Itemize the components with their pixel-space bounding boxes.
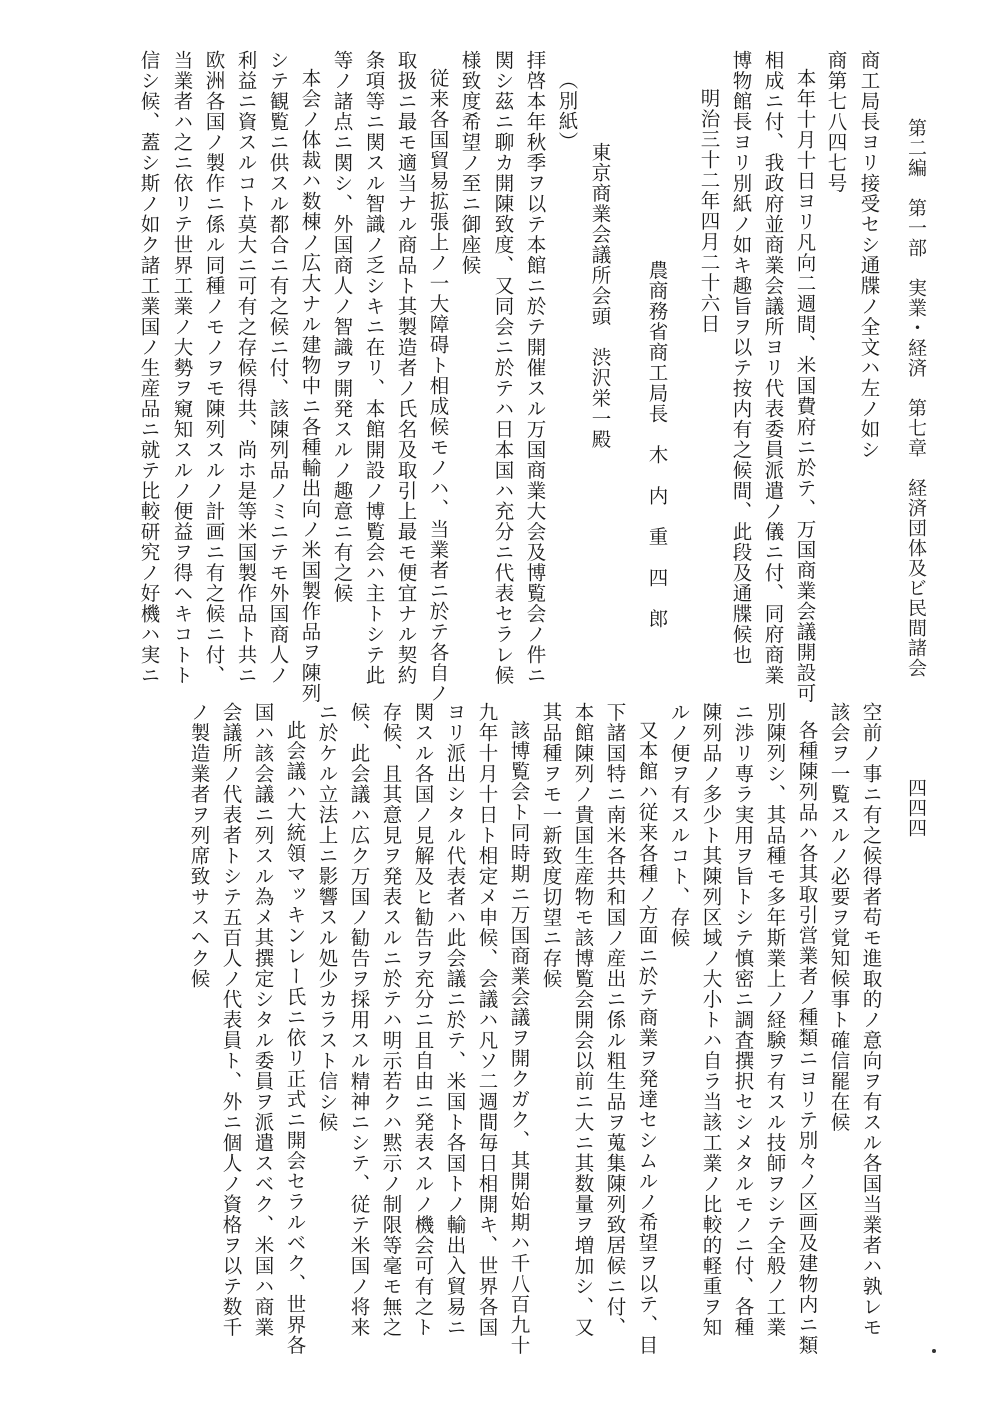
text-line: 空前ノ事ニ有之候得者苟モ進取的ノ意向ヲ有スル各国当業者ハ孰レモ <box>859 702 883 1338</box>
text-line: 博物館長ヨリ別紙ノ如キ趣旨ヲ以テ按内有之候間、此段及通牒候也 <box>729 50 753 665</box>
text-line: 農商務省商工局長 木 内 重 四 郎 <box>645 260 669 629</box>
text-line: 相成ニ付、我政府並商業会議所ヨリ代表委員派遣ノ儀ニ付、同府商業 <box>761 50 785 686</box>
text-line: 当業者ハ之ニ依リテ世界工業ノ大勢ヲ窺知スルノ便益ヲ得ヘキコトト <box>170 50 194 686</box>
running-header: 第二編 第一部 実業・経済 第七章 経済団体及ビ民間諸会 <box>905 118 927 678</box>
text-line: ニ渉リ専ラ実用ヲ旨トシテ慎密ニ調査撰択セシメタルモノニ付、各種 <box>731 702 755 1338</box>
text-line: 国ハ該会議ニ列スル為メ其撰定シタル委員ヲ派遣スベク、米国ハ商業 <box>251 702 275 1338</box>
text-line: 会議所ノ代表者トシテ五百人ノ代表員ト、外ニ個人ノ資格ヲ以テ数千 <box>219 702 243 1338</box>
text-line: 関シ茲ニ聊カ開陳致度、又同会ニ於テハ日本国ハ充分ニ代表セラレ候 <box>491 50 515 686</box>
text-line: 其品種ヲモ一新致度切望ニ存候 <box>539 702 563 989</box>
text-line: 利益ニ資スルコト莫大ニ可有之存候得共、尚ホ是等米国製作品ト共ニ <box>234 50 258 686</box>
text-line: 従来各国貿易拡張上ノ一大障碍ト相成候モノハ、当業者ニ於テ各自ノ <box>426 68 450 704</box>
text-line: 該博覧会ト同時期ニ万国商業会議ヲ開クガク、其開始期ハ千八百九十 <box>507 720 531 1356</box>
text-line: ルノ便ヲ有スルコト、存候 <box>667 702 691 948</box>
text-line: ヨリ派出シタル代表者ハ此会議ニ於テ、米国ト各国トノ輸出入貿易ニ <box>443 702 467 1338</box>
text-line: シテ観覧ニ供スル都合ニ有之候ニ付、該陳列品ノミニテモ外国商人ノ <box>266 50 290 686</box>
text-line: 本会ノ体裁ハ数棟ノ広大ナル建物中ニ各種輸出向ノ米国製作品ヲ陳列 <box>298 68 322 704</box>
text-line: 九年十月十日ト相定メ申候、会議ハ凡ソ二週間毎日相開キ、世界各国 <box>475 702 499 1338</box>
text-line: 東京商業会議所会頭 渋沢栄一殿 <box>588 142 612 450</box>
stray-mark <box>932 1349 936 1353</box>
text-line: 欧洲各国ノ製作ニ係ル同種ノモノヲモ陳列スルノ計画ニ有之候ニ付、 <box>202 50 226 686</box>
text-line: 明治三十二年四月二十六日 <box>697 88 721 334</box>
text-line: 存候、且其意見ヲ発表スルニ於テハ明示若クハ黙示ノ制限等毫モ無之 <box>379 702 403 1338</box>
text-line: 条項等ニ関スル智識ノ乏シキニ在リ、本館開設ノ博覧会ハ主トシテ此 <box>362 50 386 686</box>
text-line: 商工局長ヨリ接受セシ通牒ノ全文ハ左ノ如シ <box>857 50 881 460</box>
text-line: 各種陳列品ハ各其取引営業者ノ種類ニヨリテ別々ノ区画及建物内ニ類 <box>795 720 819 1356</box>
text-line: 又本館ハ従来各種ノ方面ニ於テ商業ヲ発達セシムルノ希望ヲ以テ、目 <box>635 720 659 1356</box>
text-line: 下諸国特ニ南米各共和国ノ産出ニ係ル粗生品ヲ蒐集陳列致居候ニ付、 <box>603 702 627 1338</box>
text-line: 陳列品ノ多少ト其陳列区域ノ大小トハ自ラ当該工業ノ比較的軽重ヲ知 <box>699 702 723 1338</box>
text-line: 様致度希望ノ至ニ御座候 <box>458 50 482 276</box>
text-line: ノ製造業者ヲ列席致サスヘク候 <box>187 702 211 989</box>
text-line: 該会ヲ一覧スルノ必要ヲ覚知候事ト確信罷在候 <box>827 702 851 1133</box>
text-line: ニ於ケル立法上ニ影響スル処少カラスト信シ候 <box>315 702 339 1133</box>
page-number: 四四四 <box>905 778 927 838</box>
text-line: 候、此会議ハ広ク万国ノ勧告ヲ採用スル精神ニシテ、従テ米国ノ将来 <box>347 702 371 1338</box>
text-line: 拝啓本年秋季ヲ以テ本館ニ於テ開催スル万国商業大会及博覧会ノ件ニ <box>523 50 547 686</box>
text-line: 等ノ諸点ニ関シ、外国商人ノ智識ヲ開発スルノ趣意ニ有之候 <box>330 50 354 604</box>
text-line: 本年十月十日ヨリ凡向二週間、米国費府ニ於テ、万国商業会議開設可 <box>793 68 817 704</box>
text-line: 関スル各国ノ見解及ヒ勧告ヲ充分ニ且自由ニ発表スルノ機会可有之ト <box>411 702 435 1338</box>
text-line: （別紙） <box>555 70 579 152</box>
text-line: 商第七八四七号 <box>824 50 848 194</box>
text-line: 此会議ハ大統領マッキンレー氏ニ依リ正式ニ開会セラルベク、世界各 <box>283 720 307 1356</box>
text-line: 信シ候、蓋シ斯ノ如ク諸工業国ノ生産品ニ就テ比較研究ノ好機ハ実ニ <box>137 50 161 686</box>
text-line: 本館陳列ノ貴国生産物モ該博覧会開会以前ニ大ニ其数量ヲ増加シ、又 <box>571 702 595 1338</box>
text-line: 別陳列シ、其品種モ多年斯業上ノ経験ヲ有スル技師ヲシテ全般ノ工業 <box>763 702 787 1338</box>
text-line: 取扱ニ最モ適当ナル商品ト其製造者ノ氏名及取引上最モ便宜ナル契約 <box>394 50 418 686</box>
